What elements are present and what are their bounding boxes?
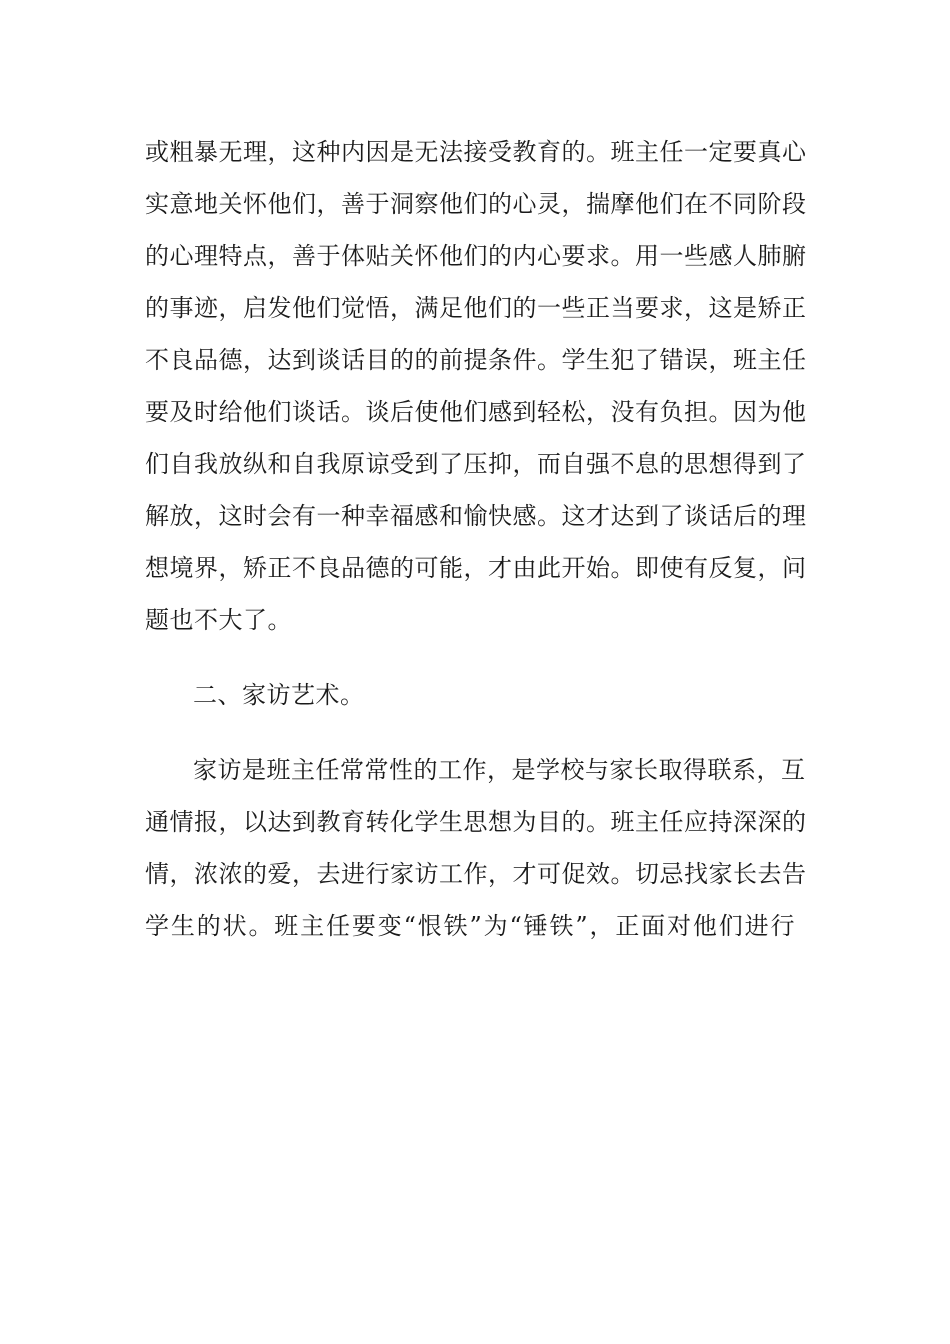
paragraph-line: 情，浓浓的爱，去进行家访工作，才可促效。切忌找家长去告 xyxy=(145,860,807,888)
paragraph-line: 解放，这时会有一种幸福感和愉快感。这才达到了谈话后的理 xyxy=(145,502,807,530)
paragraph-line: 想境界，矫正不良品德的可能，才由此开始。即使有反复，问 xyxy=(145,554,807,582)
paragraph-line: 题也不大了。 xyxy=(145,606,292,634)
paragraph-line: 们自我放纵和自我原谅受到了压抑，而自强不息的思想得到了 xyxy=(145,450,807,478)
paragraph-line: 学生的状。班主任要变“恨铁”为“锤铁”，正面对他们进行 xyxy=(145,912,795,940)
paragraph-1 xyxy=(145,126,807,646)
section-heading: 二、家访艺术。 xyxy=(193,681,365,709)
paragraph-line: 要及时给他们谈话。谈后使他们感到轻松，没有负担。因为他 xyxy=(145,398,807,426)
paragraph-line: 或粗暴无理，这种内因是无法接受教育的。班主任一定要真心 xyxy=(145,138,807,166)
document-body xyxy=(145,126,807,952)
paragraph-2 xyxy=(145,744,807,952)
paragraph-line: 通情报，以达到教育转化学生思想为目的。班主任应持深深的 xyxy=(145,808,807,836)
paragraph-line: 家访是班主任常常性的工作，是学校与家长取得联系，互 xyxy=(193,756,806,784)
paragraph-line: 的心理特点，善于体贴关怀他们的内心要求。用一些感人肺腑 xyxy=(145,242,807,270)
paragraph-line: 不良品德，达到谈话目的的前提条件。学生犯了错误，班主任 xyxy=(145,346,807,374)
paragraph-line: 的事迹，启发他们觉悟，满足他们的一些正当要求，这是矫正 xyxy=(145,294,807,322)
paragraph-line: 实意地关怀他们，善于洞察他们的心灵，揣摩他们在不同阶段 xyxy=(145,190,807,218)
